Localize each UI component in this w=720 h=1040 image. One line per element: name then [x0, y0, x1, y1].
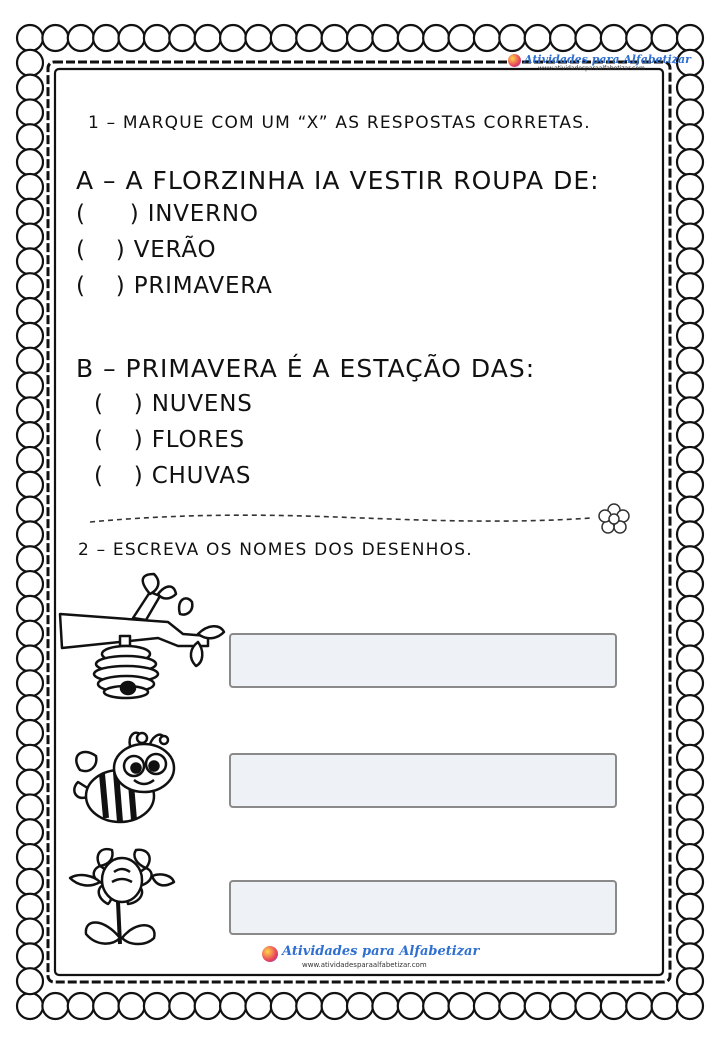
frame-scallop [423, 993, 449, 1019]
frame-scallop [449, 993, 475, 1019]
frame-scallop [144, 25, 170, 51]
frame-scallop [322, 25, 348, 51]
option-checkbox-close[interactable]: ) [133, 463, 144, 489]
frame-scallop [575, 25, 601, 51]
frame-scallop [17, 794, 43, 820]
option-checkbox-open[interactable]: ( [76, 237, 86, 263]
frame-scallop [17, 894, 43, 920]
frame-scallop [677, 745, 703, 771]
frame-scallop [220, 993, 246, 1019]
frame-scallop [677, 695, 703, 721]
frame-scallop [17, 993, 43, 1019]
frame-scallop [17, 323, 43, 349]
frame-scallop [525, 25, 551, 51]
question-1-instruction: 1 – MARQUE COM UM “X” AS RESPOSTAS CORRETAS. [88, 113, 591, 133]
section-divider [86, 500, 636, 540]
frame-scallop [677, 323, 703, 349]
frame-scallop [677, 422, 703, 448]
small-flower-icon [599, 504, 629, 533]
frame-scallop [677, 770, 703, 796]
frame-scallop [17, 869, 43, 895]
option-row[interactable] [76, 463, 535, 489]
option-label: INVERNO [147, 201, 259, 227]
frame-scallop [677, 25, 703, 51]
frame-scallop [677, 372, 703, 398]
frame-scallop [677, 919, 703, 945]
frame-scallop [652, 993, 678, 1019]
frame-scallop [93, 993, 119, 1019]
frame-scallop [550, 993, 576, 1019]
option-checkbox-open[interactable]: ( [76, 273, 86, 299]
frame-scallop [677, 174, 703, 200]
frame-scallop [17, 273, 43, 299]
frame-scallop [474, 25, 500, 51]
frame-scallop [17, 397, 43, 423]
frame-scallop [245, 25, 271, 51]
frame-scallop [195, 25, 221, 51]
frame-scallop [372, 993, 398, 1019]
frame-scallop [347, 25, 373, 51]
question-2-instruction: 2 – ESCREVA OS NOMES DOS DESENHOS. [78, 540, 473, 560]
frame-scallop [677, 596, 703, 622]
frame-scallop [347, 993, 373, 1019]
frame-scallop [575, 993, 601, 1019]
frame-scallop [17, 571, 43, 597]
frame-scallop [17, 596, 43, 622]
frame-scallop [677, 894, 703, 920]
frame-scallop [398, 25, 424, 51]
frame-scallop [372, 25, 398, 51]
frame-scallop [449, 25, 475, 51]
logo-icon [262, 946, 278, 962]
frame-scallop [17, 99, 43, 125]
frame-scallop [195, 993, 221, 1019]
frame-scallop [677, 794, 703, 820]
answer-field-bee[interactable] [229, 753, 617, 808]
frame-scallop [17, 472, 43, 498]
frame-scallop [169, 993, 195, 1019]
option-row[interactable] [76, 273, 600, 299]
frame-scallop [677, 844, 703, 870]
question-1-part-b [76, 354, 535, 489]
frame-scallop [17, 224, 43, 250]
frame-scallop [17, 298, 43, 324]
frame-scallop [245, 993, 271, 1019]
option-checkbox-close[interactable]: ) [115, 237, 126, 263]
option-row[interactable] [76, 201, 600, 227]
frame-scallop [677, 670, 703, 696]
frame-scallop [296, 993, 322, 1019]
frame-scallop [17, 497, 43, 523]
frame-scallop [601, 25, 627, 51]
frame-scallop [144, 993, 170, 1019]
frame-scallop [119, 25, 145, 51]
frame-scallop [677, 248, 703, 274]
frame-scallop [677, 75, 703, 101]
frame-scallop [677, 99, 703, 125]
frame-scallop [17, 844, 43, 870]
part-a-heading: A – A FLORZINHA IA VESTIR ROUPA DE: [76, 166, 600, 195]
frame-scallop [17, 943, 43, 969]
frame-scallop [17, 75, 43, 101]
option-label: VERÃO [133, 237, 217, 263]
frame-scallop [677, 397, 703, 423]
frame-scallop [42, 25, 68, 51]
frame-scallop [677, 472, 703, 498]
frame-scallop [17, 372, 43, 398]
frame-scallop [677, 646, 703, 672]
frame-scallop [296, 25, 322, 51]
frame-scallop [677, 348, 703, 374]
frame-scallop [677, 571, 703, 597]
frame-scallop [17, 348, 43, 374]
frame-scallop [42, 993, 68, 1019]
frame-scallop [169, 25, 195, 51]
frame-scallop [271, 25, 297, 51]
frame-scallop [626, 25, 652, 51]
option-row[interactable] [76, 427, 535, 453]
option-label: PRIMAVERA [133, 273, 273, 299]
frame-scallop [499, 25, 525, 51]
part-b-heading: B – PRIMAVERA É A ESTAÇÃO DAS: [76, 354, 536, 383]
frame-scallop [677, 447, 703, 473]
frame-scallop [677, 819, 703, 845]
frame-scallop [677, 124, 703, 150]
frame-scallop [677, 943, 703, 969]
option-label: FLORES [151, 427, 245, 453]
option-checkbox-close[interactable]: ) [133, 391, 144, 417]
option-checkbox-close[interactable]: ) [115, 273, 126, 299]
logo-brand-text: Atividades para Alfabetizar [282, 944, 480, 959]
frame-scallop [17, 770, 43, 796]
frame-scallop [423, 25, 449, 51]
option-row[interactable] [76, 237, 600, 263]
frame-scallop [525, 993, 551, 1019]
frame-scallop [17, 149, 43, 175]
frame-scallop [677, 497, 703, 523]
frame-scallop [17, 621, 43, 647]
frame-scallop [322, 993, 348, 1019]
option-checkbox-open[interactable]: ( [94, 391, 104, 417]
frame-scallop [68, 25, 94, 51]
answer-field-flower[interactable] [229, 880, 617, 935]
beehive-icon [58, 572, 228, 702]
frame-scallop [677, 149, 703, 175]
frame-scallop [119, 993, 145, 1019]
frame-scallop [17, 695, 43, 721]
frame-scallop [677, 993, 703, 1019]
frame-scallop [677, 273, 703, 299]
frame-scallop [17, 174, 43, 200]
brand-logo-top [508, 52, 691, 74]
logo-icon [508, 54, 521, 67]
frame-scallop [499, 993, 525, 1019]
frame-scallop [17, 50, 43, 76]
frame-scallop [17, 819, 43, 845]
option-checkbox-close[interactable]: ) [133, 427, 144, 453]
option-label: CHUVAS [151, 463, 252, 489]
frame-scallop [677, 869, 703, 895]
option-row[interactable] [76, 391, 535, 417]
frame-scallop [17, 646, 43, 672]
frame-scallop [677, 621, 703, 647]
frame-scallop [17, 546, 43, 572]
answer-field-beehive[interactable] [229, 633, 617, 688]
frame-scallop [17, 968, 43, 994]
bee-icon [72, 726, 182, 826]
flower-icon [66, 842, 176, 952]
frame-scallop [17, 919, 43, 945]
frame-scallop [17, 248, 43, 274]
logo-brand-text: Atividades para Alfabetizar [524, 53, 691, 66]
brand-logo-bottom [262, 944, 480, 972]
option-checkbox-open[interactable]: ( [94, 463, 104, 489]
option-label: NUVENS [151, 391, 253, 417]
frame-scallop [474, 993, 500, 1019]
frame-scallop [601, 993, 627, 1019]
logo-site-text: www.atividadesparaalfabetizar.com [538, 65, 645, 72]
option-checkbox-close[interactable]: ) [129, 201, 140, 227]
frame-scallop [677, 546, 703, 572]
frame-scallop [17, 199, 43, 225]
frame-scallop [17, 670, 43, 696]
frame-scallop [677, 199, 703, 225]
frame-scallop [271, 993, 297, 1019]
question-1-part-a [76, 166, 600, 299]
frame-scallop [677, 720, 703, 746]
frame-scallop [17, 745, 43, 771]
frame-scallop [626, 993, 652, 1019]
frame-scallop [398, 993, 424, 1019]
frame-scallop [677, 224, 703, 250]
option-checkbox-open[interactable]: ( [76, 201, 86, 227]
frame-scallop [220, 25, 246, 51]
frame-scallop [677, 968, 703, 994]
frame-scallop [68, 993, 94, 1019]
frame-scallop [17, 720, 43, 746]
frame-scallop [17, 25, 43, 51]
frame-scallop [17, 521, 43, 547]
frame-scallop [17, 447, 43, 473]
option-checkbox-open[interactable]: ( [94, 427, 104, 453]
logo-site-text: www.atividadesparaalfabetizar.com [302, 961, 427, 969]
frame-scallop [17, 124, 43, 150]
frame-scallop [677, 521, 703, 547]
frame-scallop [677, 298, 703, 324]
frame-scallop [550, 25, 576, 51]
frame-scallop [17, 422, 43, 448]
frame-scallop [93, 25, 119, 51]
frame-scallop [652, 25, 678, 51]
